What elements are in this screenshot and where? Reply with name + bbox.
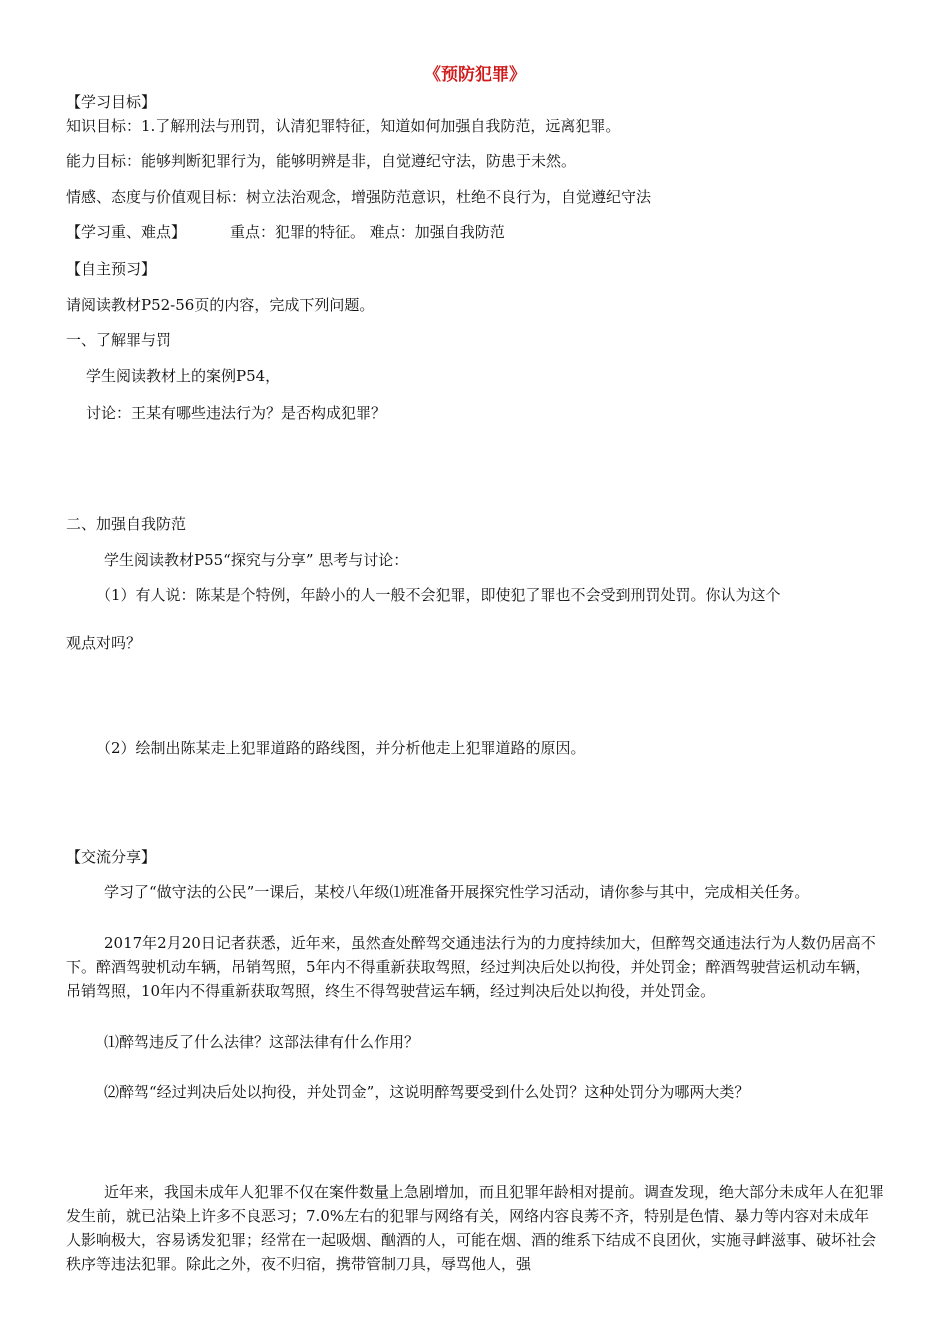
preview-header: 【自主预习】 [66, 260, 157, 278]
page-title: 《预防犯罪》 [424, 65, 526, 85]
share-paragraph-1: 学习了“做守法的公民”一课后，某校八年级⑴班准备开展探究性学习活动，请你参与其中，完成相关任务。 [104, 883, 810, 901]
part1-title: 一、了解罪与罚 [66, 331, 172, 349]
part2-question1-b: 观点对吗？ [66, 634, 142, 652]
share-paragraph-3: 近年来，我国未成年人犯罪不仅在案件数量上急剧增加，而且犯罪年龄相对提前。调查发现，绝大部分未成年人在犯罪发生前，就已沾染上许多不良恶习；7.0%左右的犯罪与网络有关，网络内容良莠不齐，特别是色情、暴力等内容对未成年人影响极大，容易诱发犯罪；经常在一起吸烟、酗酒的人，可能在烟、酒的维系下结成不良团伙，实施寻衅滋事、破坏社会秩序等违法犯罪。除此之外，夜不归宿，携带管制刀具，辱骂他人，强 [66, 1183, 885, 1273]
share-question-1: ⑴醉驾违反了什么法律？这部法律有什么作用？ [104, 1033, 420, 1051]
part1-line1: 学生阅读教材上的案例P54， [86, 367, 281, 385]
share-question-2: ⑵醉驾“经过判决后处以拘役，并处罚金”，这说明醉驾要受到什么处罚？这种处罚分为哪两大类？ [104, 1083, 750, 1101]
ability-goal: 能力目标：能够判断犯罪行为，能够明辨是非，自觉遵纪守法，防患于未然。 [66, 152, 577, 170]
part1-line2: 讨论：王某有哪些违法行为？是否构成犯罪？ [86, 404, 387, 422]
knowledge-goal: 知识目标：1.了解刑法与刑罚，认清犯罪特征，知道如何加强自我防范，远离犯罪。 [66, 117, 621, 135]
part2-line1: 学生阅读教材P55“探究与分享” 思考与讨论： [104, 551, 409, 569]
share-paragraph-2: 2017年2月20日记者获悉，近年来，虽然查处醉驾交通违法行为的力度持续加大，但醉驾交通违法行为人数仍居高不下。醉酒驾驶机动车辆，吊销驾照，5年内不得重新获取驾照，经过判决后处以拘役，并处罚金；醉酒驾驶营运机动车辆，吊销驾照，10年内不得重新获取驾照，终生不得驾驶营运车辆，经过判决后处以拘役，并处罚金。 [66, 934, 876, 1000]
goals-header: 【学习目标】 [66, 93, 157, 111]
share-header: 【交流分享】 [66, 848, 157, 866]
part2-question2: （2）绘制出陈某走上犯罪道路的路线图，并分析他走上犯罪道路的原因。 [96, 739, 586, 757]
key-points-text: 重点：犯罪的特征。 难点：加强自我防范 [230, 223, 505, 241]
key-points-header: 【学习重、难点】 [66, 223, 187, 241]
part2-question1-a: （1）有人说：陈某是个特例，年龄小的人一般不会犯罪，即使犯了罪也不会受到刑罚处罚。你认为这个 [96, 586, 781, 604]
preview-intro: 请阅读教材P52-56页的内容，完成下列问题。 [66, 296, 375, 314]
emotion-goal: 情感、态度与价值观目标：树立法治观念，增强防范意识，杜绝不良行为，自觉遵纪守法 [66, 188, 652, 206]
part2-title: 二、加强自我防范 [66, 515, 187, 533]
